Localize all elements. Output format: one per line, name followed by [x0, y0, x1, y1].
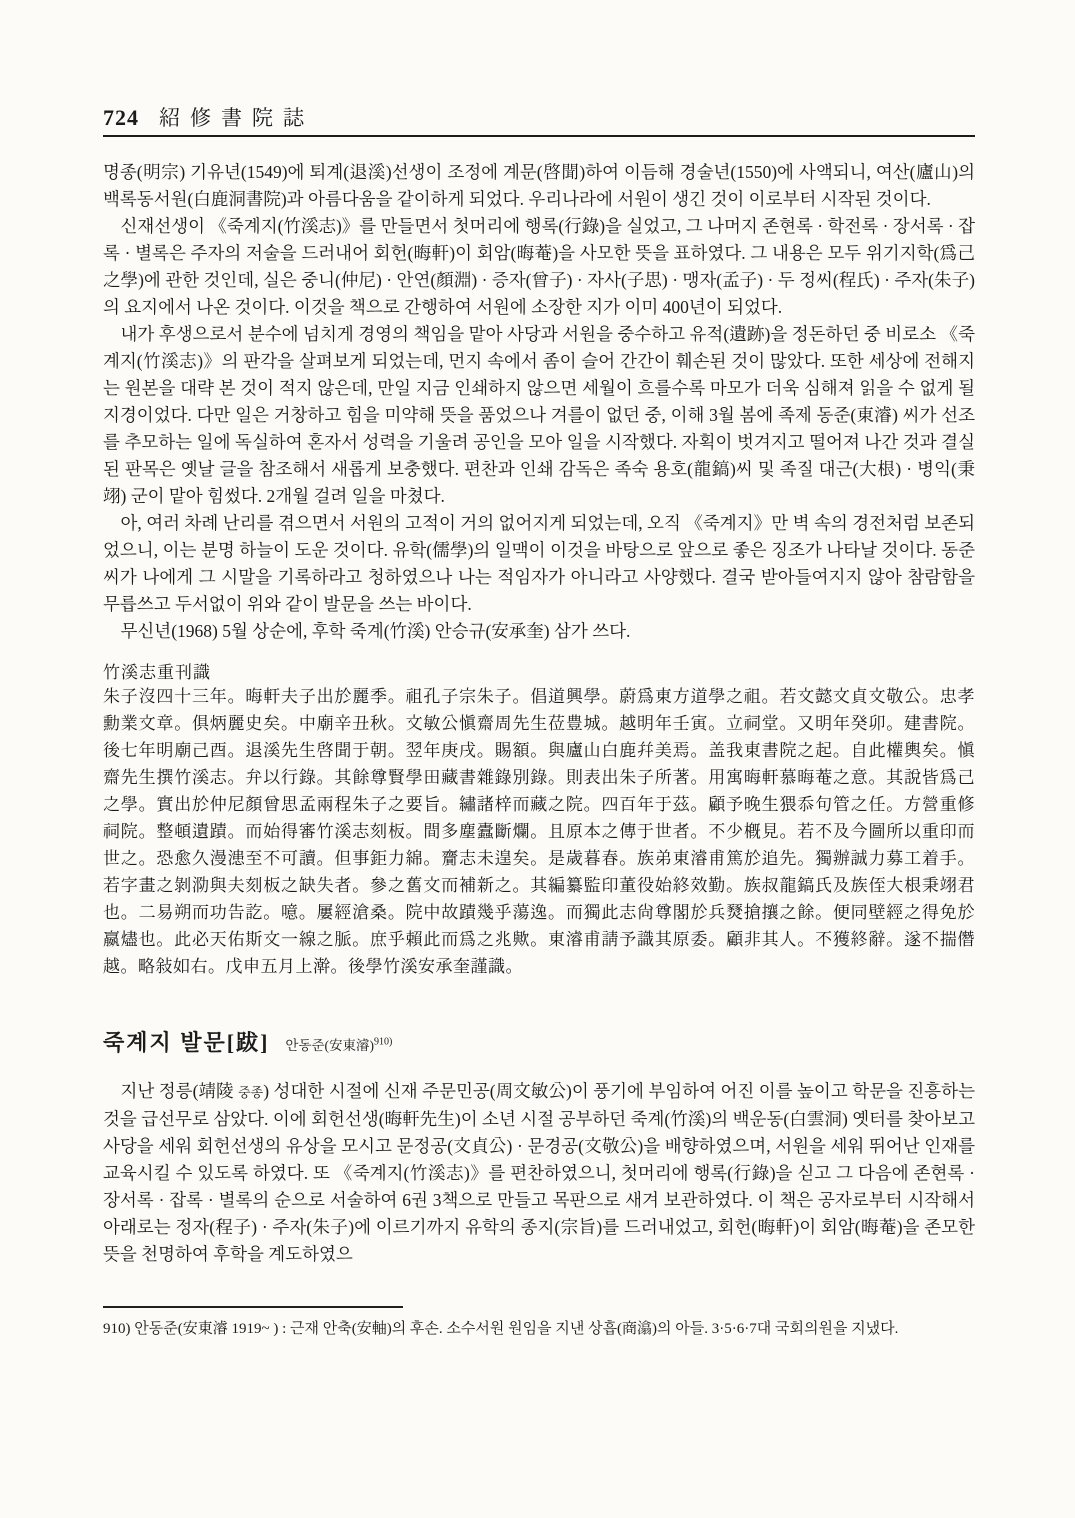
- footnote-ref: 910): [103, 1321, 131, 1337]
- body-paragraph: 신재선생이 《죽계지(竹溪志)》를 만들면서 첫머리에 행록(行錄)을 실었고, 그 나머지 존현록 · 학전록 · 장서록 · 잡록 · 별록은 주자의 저술을 드러내어 회헌(晦軒)이 회암(晦菴)을 사모한 뜻을 표하였다. 그 내용은 모두 위기지학(爲己之學)에 관한 것인데, 실은 중니(仲尼) · 안연(顏淵) · 증자(曾子) · 자사(子思) · 맹자(孟子) · 두 정씨(程氏) · 주자(朱子)의 요지에서 나온 것이다. 이것을 책으로 간행하여 서원에 소장한 지가 이미 400년이 되었다.: [103, 216, 975, 317]
- body-paragraph: 아, 여러 차례 난리를 겪으면서 서원의 고적이 거의 없어지게 되었는데, 오직 《죽계지》만 벽 속의 경전처럼 보존되었으니, 이는 분명 하늘이 도운 것이다. 유학(儒學)의 일맥이 이것을 바탕으로 앞으로 좋은 징조가 나타날 것이다. 동준 씨가 나에게 그 시말을 기록하라고 청하였으나 나는 적임자가 아니라고 사양했다. 결국 받아들여지지 않아 참람함을 무릅쓰고 두서없이 위와 같이 발문을 쓰는 바이다.: [103, 513, 975, 614]
- body-paragraph: 내가 후생으로서 분수에 넘치게 경영의 책임을 맡아 사당과 서원을 중수하고 유적(遺跡)을 정돈하던 중 비로소 《죽계지(竹溪志)》의 판각을 살펴보게 되었는데, 먼지 속에서 좀이 슬어 간간이 훼손된 것이 많았다. 또한 세상에 전해지는 원본을 대략 본 것이 적지 않은데, 만일 지금 인쇄하지 않으면 세월이 흐를수록 마모가 더욱 심해져 읽을 수 없게 될 지경이었다. 다만 일은 거창하고 힘을 미약해 뜻을 품었으나 겨를이 없던 중, 이해 3월 봄에 족제 동준(東濬) 씨가 선조를 추모하는 일에 독실하여 혼자서 성력을 기울려 공인을 모아 일을 시작했다. 자획이 벗겨지고 떨어져 나간 것과 결실된 판목은 옛날 글을 참조해서 새롭게 보충했다. 편찬과 인쇄 감독은 족숙 용호(龍鎬)씨 및 족질 대근(大根) · 병익(秉翊) 군이 맡아 힘썼다. 2개월 걸려 일을 마쳤다.: [103, 324, 975, 506]
- section-title: 죽계지 발문[跋]: [103, 1030, 270, 1055]
- footnote-separator: [103, 1306, 403, 1308]
- section-paragraph-part: ) 성대한 시절에 신재 주문민공(周文敏公)이 풍기에 부임하여 어진 이를 높이고 학문을 진흥하는 것을 급선무로 삼았다. 이에 회헌선생(晦軒先生)이 소년 시절 공부하던 죽계(竹溪)의 백운동(白雲洞) 옛터를 찾아보고 사당을 세워 회헌선생의 유상을 모시고 문정공(文貞公) · 문경공(文敬公)을 배향하였으며, 서원을 세워 뛰어난 인재를 교육시킬 수 있도록 하였다. 또 《죽계지(竹溪志)》를 편찬하였으니, 첫머리에 행록(行錄)을 싣고 그 다음에 존현록 · 장서록 · 잡록 · 별록의 순으로 서술하여 6권 3책으로 만들고 목판으로 새겨 보관하였다. 이 책은 공자로부터 시작해서 아래로는 정자(程子) · 주자(朱子)에 이르기까지 유학의 종지(宗旨)를 드러내었고, 회헌(晦軒)이 회암(晦菴)을 존모한 뜻을 천명하여 후학을 계도하였으: [103, 1081, 975, 1264]
- body-paragraph: 명종(明宗) 기유년(1549)에 퇴계(退溪)선생이 조정에 계문(啓聞)하여 이듬해 경술년(1550)에 사액되니, 여산(廬山)의 백록동서원(白鹿洞書院)과 아름다움을 같이하게 되었다. 우리나라에 서원이 생긴 것이 이로부터 시작된 것이다.: [103, 162, 975, 209]
- footnote-reference-mark: 910): [374, 1036, 393, 1048]
- hanja-section-title: 竹溪志重刊識: [103, 663, 211, 682]
- section-author: [285, 1038, 392, 1053]
- running-head: [103, 102, 975, 132]
- section-paragraph: [103, 1078, 975, 1268]
- book-title: 紹修書院誌: [159, 106, 314, 130]
- header-rule: [103, 135, 975, 137]
- page-body: [103, 159, 975, 1268]
- page-number: 724: [103, 105, 139, 130]
- hanja-section-text: 朱子沒四十三年。晦軒夫子出於麗季。祖孔子宗朱子。倡道興學。蔚爲東方道學之祖。若文懿文貞文敬公。忠孝勳業文章。俱炳麗史矣。中廟辛丑秋。文敏公愼齋周先生莅豊城。越明年壬寅。立祠堂。又明年癸卯。建書院。後七年明廟己酉。退溪先生啓聞于朝。翌年庚戌。賜額。與廬山白鹿幷美焉。盖我東書院之起。自此權輿矣。愼齋先生撰竹溪志。弁以行錄。其餘尊賢學田藏書雜錄別錄。則表出朱子所著。用寓晦軒慕晦菴之意。其說皆爲己之學。實出於仲尼顏曾思孟兩程朱子之要旨。繡諸梓而藏之院。四百年于茲。顧予晚生猥忝句管之任。方營重修祠院。整頓遺蹟。而始得審竹溪志刻板。間多塵蠹斷爛。且原本之傳于世者。不少槪見。若不及今圖所以重印而世之。恐愈久漫漶至不可讀。但事鉅力綿。齎志未遑矣。是歲暮春。族弟東濬甫篤於追先。獨辦誠力募工着手。若字畫之剝泐與夫刻板之缺失者。參之舊文而補新之。其編纂監印董役始終效勤。族叔龍鎬氏及族侄大根秉翊君也。二易朔而功告訖。噫。屢經滄桑。院中故蹟幾乎蕩逸。而獨此志尙尊閣於兵燹搶攘之餘。便同壁經之得免於嬴燼也。此必天佑斯文一線之脈。庶乎賴此而爲之兆歟。東濬甫請予識其原委。顧非其人。不獲終辭。遂不揣僭越。略敍如右。戊申五月上澣。後學竹溪安承奎謹識。: [103, 687, 975, 976]
- section-paragraph-small-note: 중종: [238, 1085, 264, 1100]
- body-paragraph: 무신년(1968) 5월 상순에, 후학 죽계(竹溪) 안승규(安承奎) 삼가 쓰다.: [120, 621, 631, 641]
- page-header: [103, 102, 975, 137]
- section-heading: [103, 1026, 975, 1057]
- footnote-text: 안동준(安東濬 1919~ ) : 근재 안축(安軸)의 후손. 소수서원 원임을 지낸 상흡(商潝)의 아들. 3·5·6·7대 국회의원을 지냈다.: [134, 1321, 899, 1337]
- footnote: [103, 1319, 975, 1340]
- footnote-area: [103, 1306, 975, 1340]
- section-paragraph-part: 지난 정릉(靖陵: [120, 1081, 239, 1101]
- section-author-name: 안동준(安東濬): [285, 1038, 375, 1053]
